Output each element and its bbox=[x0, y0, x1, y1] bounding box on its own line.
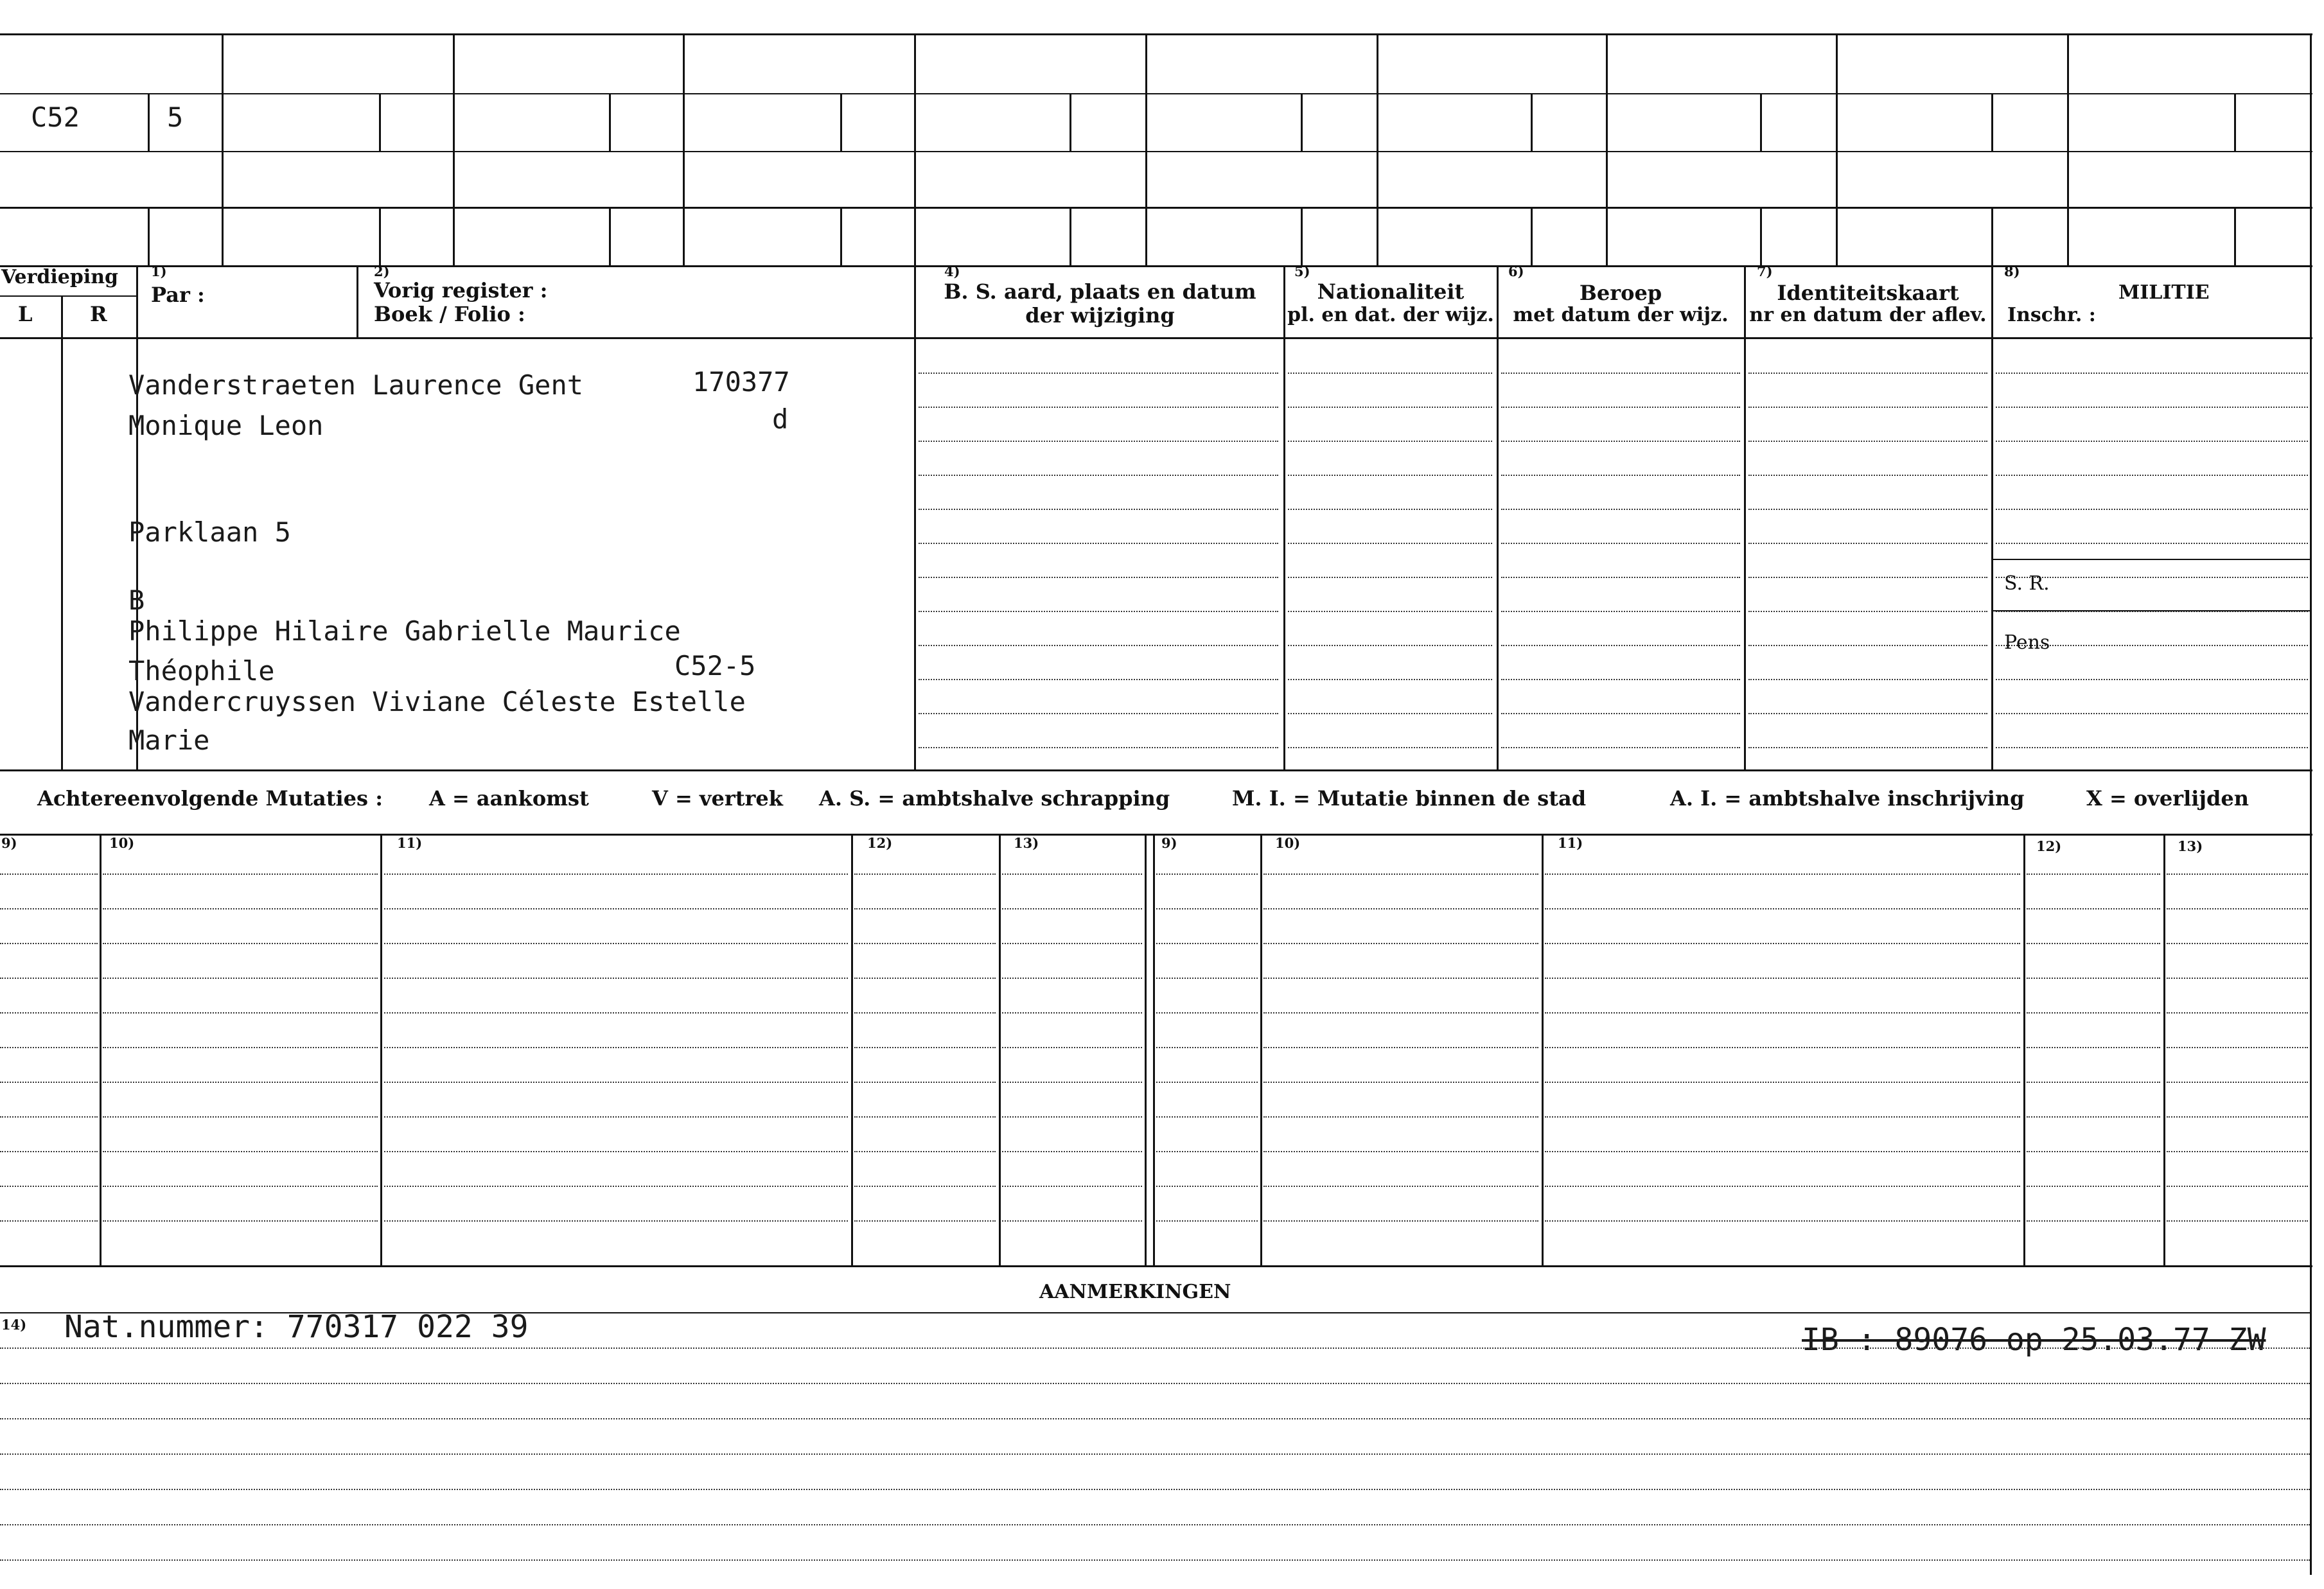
col5-line2: pl. en dat. der wijz. bbox=[1287, 304, 1494, 326]
ruling-line bbox=[854, 1047, 996, 1048]
ruling-line bbox=[854, 1151, 996, 1152]
col2-line1: Vorig register : bbox=[374, 278, 548, 303]
code-number: 5 bbox=[167, 101, 184, 133]
ruling-line bbox=[103, 1116, 378, 1118]
mut-col12-left: 12) bbox=[867, 835, 893, 851]
ruling-line bbox=[1156, 1012, 1258, 1014]
legend-a: A = aankomst bbox=[429, 786, 589, 811]
col4-line1: B. S. aard, plaats en datum bbox=[944, 279, 1256, 304]
ruling-line bbox=[1501, 679, 1740, 680]
entry-line1: Vanderstraeten Laurence Gent bbox=[128, 369, 584, 401]
ruling-line bbox=[1263, 1082, 1538, 1083]
ruling-line bbox=[1545, 978, 2020, 979]
ruling-line bbox=[1748, 373, 1987, 374]
legend-x: X = overlijden bbox=[2086, 786, 2249, 811]
ruling-line bbox=[103, 1012, 378, 1014]
ruling-line bbox=[1748, 577, 1987, 578]
col6-line1: Beroep bbox=[1579, 281, 1662, 305]
ruling-line bbox=[2167, 978, 2308, 979]
ruling-line bbox=[1002, 1116, 1142, 1118]
legend-ai: A. I. = ambtshalve inschrijving bbox=[1670, 786, 2025, 811]
mut-col10-right: 10) bbox=[1275, 835, 1301, 851]
ruling-line bbox=[103, 1151, 378, 1152]
ruling-line bbox=[0, 1489, 2310, 1490]
ruling-line bbox=[384, 978, 848, 979]
ruling-line bbox=[854, 1220, 996, 1222]
ruling-line bbox=[384, 908, 848, 909]
entry-parent-code: C52-5 bbox=[674, 650, 756, 681]
ruling-line bbox=[1545, 1012, 2020, 1014]
ruling-line bbox=[1996, 713, 2308, 714]
ruling-line bbox=[1156, 1186, 1258, 1187]
nat-number: Nat.nummer: 770317 022 39 bbox=[64, 1309, 529, 1345]
ruling-line bbox=[1156, 1220, 1258, 1222]
ruling-line bbox=[1288, 509, 1492, 510]
col1-label: Par : bbox=[151, 283, 205, 307]
ruling-line bbox=[1996, 543, 2308, 544]
ruling-line bbox=[1748, 543, 1987, 544]
ruling-line bbox=[0, 874, 98, 875]
ruling-line bbox=[1263, 874, 1538, 875]
ruling-line bbox=[2027, 908, 2160, 909]
ruling-line bbox=[2167, 1186, 2308, 1187]
mut-col11-right: 11) bbox=[1558, 835, 1583, 851]
ruling-line bbox=[384, 1116, 848, 1118]
ruling-line bbox=[2167, 1116, 2308, 1118]
ruling-line bbox=[1002, 978, 1142, 979]
ruling-line bbox=[1501, 543, 1740, 544]
ruling-line bbox=[1748, 747, 1987, 748]
ruling-line bbox=[1263, 1186, 1538, 1187]
ruling-line bbox=[854, 908, 996, 909]
ruling-line bbox=[1288, 543, 1492, 544]
ruling-line bbox=[1501, 509, 1740, 510]
ruling-line bbox=[1156, 874, 1258, 875]
ruling-line bbox=[1748, 679, 1987, 680]
ruling-line bbox=[1545, 1151, 2020, 1152]
ruling-line bbox=[103, 1047, 378, 1048]
ruling-line bbox=[854, 943, 996, 944]
ruling-line bbox=[384, 1220, 848, 1222]
ruling-line bbox=[0, 908, 98, 909]
ruling-line bbox=[919, 713, 1278, 714]
ruling-line bbox=[1288, 645, 1492, 646]
ruling-line bbox=[1156, 978, 1258, 979]
ruling-line bbox=[1288, 407, 1492, 408]
ruling-line bbox=[1996, 679, 2308, 680]
ruling-line bbox=[1748, 407, 1987, 408]
ruling-line bbox=[1545, 874, 2020, 875]
ruling-line bbox=[2027, 1186, 2160, 1187]
entry-address: Parklaan 5 bbox=[128, 516, 291, 548]
ruling-line bbox=[1748, 509, 1987, 510]
ruling-line bbox=[1002, 1220, 1142, 1222]
col6-num: 6) bbox=[1508, 263, 1524, 279]
entry-line2: Monique Leon bbox=[128, 410, 324, 441]
ruling-line bbox=[854, 1012, 996, 1014]
ruling-line bbox=[2027, 1116, 2160, 1118]
ib-note: IB : 89076 op 25.03.77 ZW bbox=[1802, 1322, 2266, 1358]
ruling-line bbox=[103, 943, 378, 944]
ruling-line bbox=[1002, 1082, 1142, 1083]
ruling-line bbox=[854, 1082, 996, 1083]
ruling-line bbox=[919, 407, 1278, 408]
col4-line2: der wijziging bbox=[1025, 303, 1175, 328]
ruling-line bbox=[919, 373, 1278, 374]
mut-col12-right: 12) bbox=[2036, 838, 2062, 854]
ruling-line bbox=[0, 1012, 98, 1014]
ruling-line bbox=[0, 1082, 98, 1083]
ruling-line bbox=[2027, 1047, 2160, 1048]
ruling-line bbox=[1288, 679, 1492, 680]
ruling-line bbox=[919, 509, 1278, 510]
ruling-line bbox=[919, 679, 1278, 680]
ruling-line bbox=[1002, 1047, 1142, 1048]
ruling-line bbox=[384, 1151, 848, 1152]
ruling-line bbox=[0, 1348, 2310, 1349]
ruling-line bbox=[1545, 1047, 2020, 1048]
ruling-line bbox=[0, 978, 98, 979]
remarks-title: AANMERKINGEN bbox=[1039, 1281, 1231, 1303]
ruling-line bbox=[854, 978, 996, 979]
ruling-line bbox=[384, 874, 848, 875]
ruling-line bbox=[1748, 645, 1987, 646]
ruling-line bbox=[919, 475, 1278, 476]
ruling-line bbox=[1545, 1116, 2020, 1118]
ruling-line bbox=[1002, 1186, 1142, 1187]
ruling-line bbox=[1288, 441, 1492, 442]
ruling-line bbox=[1501, 747, 1740, 748]
ruling-line bbox=[1263, 1047, 1538, 1048]
ruling-line bbox=[1263, 1012, 1538, 1014]
ruling-line bbox=[1501, 577, 1740, 578]
ruling-line bbox=[1263, 908, 1538, 909]
ruling-line bbox=[1002, 1151, 1142, 1152]
entry-line2-mark: d bbox=[772, 403, 789, 435]
ruling-line bbox=[2027, 874, 2160, 875]
ruling-line bbox=[2167, 1012, 2308, 1014]
ruling-line bbox=[1002, 1012, 1142, 1014]
ruling-line bbox=[1156, 1047, 1258, 1048]
ruling-line bbox=[1748, 611, 1987, 612]
ruling-line bbox=[103, 1220, 378, 1222]
legend-mi: M. I. = Mutatie binnen de stad bbox=[1232, 786, 1587, 811]
ruling-line bbox=[1263, 1220, 1538, 1222]
ruling-line bbox=[1263, 1116, 1538, 1118]
remarks-num: 14) bbox=[1, 1317, 27, 1333]
legend-v: V = vertrek bbox=[652, 786, 783, 811]
ruling-line bbox=[2167, 908, 2308, 909]
ruling-line bbox=[919, 577, 1278, 578]
ruling-line bbox=[1263, 1151, 1538, 1152]
ruling-line bbox=[1288, 611, 1492, 612]
ruling-line bbox=[0, 1151, 98, 1152]
verdieping-label: Verdieping bbox=[1, 266, 119, 288]
ruling-line bbox=[1288, 475, 1492, 476]
code-prefix: C52 bbox=[31, 101, 80, 133]
ruling-line bbox=[0, 1186, 98, 1187]
ruling-line bbox=[103, 908, 378, 909]
col2-line2: Boek / Folio : bbox=[374, 302, 525, 326]
col1-num: 1) bbox=[151, 263, 167, 279]
mut-col9-right: 9) bbox=[1161, 835, 1177, 851]
ruling-line bbox=[384, 1186, 848, 1187]
ruling-line bbox=[919, 543, 1278, 544]
ruling-line bbox=[2167, 1047, 2308, 1048]
ruling-line bbox=[919, 747, 1278, 748]
mut-col9-left: 9) bbox=[1, 835, 17, 851]
ruling-line bbox=[1288, 747, 1492, 748]
legend-title: Achtereenvolgende Mutaties : bbox=[37, 786, 383, 811]
ruling-line bbox=[1288, 577, 1492, 578]
ruling-line bbox=[1748, 475, 1987, 476]
col7-num: 7) bbox=[1757, 263, 1773, 279]
ruling-line bbox=[1501, 373, 1740, 374]
mut-col13-left: 13) bbox=[1014, 835, 1039, 851]
ruling-line bbox=[1545, 1082, 2020, 1083]
ruling-line bbox=[2027, 1012, 2160, 1014]
ruling-line bbox=[384, 1082, 848, 1083]
ruling-line bbox=[1501, 713, 1740, 714]
ruling-line bbox=[103, 1082, 378, 1083]
entry-parent-line4: Marie bbox=[128, 724, 210, 756]
r-label: R bbox=[90, 302, 107, 326]
ruling-line bbox=[1156, 1151, 1258, 1152]
ruling-line bbox=[2027, 1151, 2160, 1152]
ruling-line bbox=[1545, 908, 2020, 909]
ruling-line bbox=[0, 1047, 98, 1048]
ruling-line bbox=[0, 1559, 2310, 1561]
ruling-line bbox=[1288, 713, 1492, 714]
ruling-line bbox=[1501, 645, 1740, 646]
ruling-line bbox=[103, 874, 378, 875]
ruling-line bbox=[1996, 373, 2308, 374]
entry-parent-line3: Vandercruyssen Viviane Céleste Estelle bbox=[128, 686, 746, 717]
ruling-line bbox=[0, 1418, 2310, 1419]
ruling-line bbox=[0, 1524, 2310, 1525]
ruling-line bbox=[103, 1186, 378, 1187]
ruling-line bbox=[1996, 407, 2308, 408]
ruling-line bbox=[854, 1116, 996, 1118]
entry-parent-line1: Philippe Hilaire Gabrielle Maurice bbox=[128, 615, 681, 647]
col8-line2: Inschr. : bbox=[2007, 304, 2096, 326]
ruling-line bbox=[1156, 908, 1258, 909]
col5-line1: Nationaliteit bbox=[1317, 279, 1465, 304]
ruling-line bbox=[0, 1383, 2310, 1384]
col7-line1: Identiteitskaart bbox=[1777, 281, 1959, 305]
entry-line1-date: 170377 bbox=[692, 366, 790, 398]
ruling-line bbox=[2167, 1082, 2308, 1083]
col6-line2: met datum der wijz. bbox=[1513, 304, 1729, 326]
ruling-line bbox=[919, 645, 1278, 646]
ruling-line bbox=[1748, 713, 1987, 714]
ruling-line bbox=[384, 1047, 848, 1048]
ruling-line bbox=[919, 441, 1278, 442]
ruling-line bbox=[1501, 407, 1740, 408]
legend-as: A. S. = ambtshalve schrapping bbox=[819, 786, 1170, 811]
ruling-line bbox=[1545, 943, 2020, 944]
ruling-line bbox=[1263, 943, 1538, 944]
col2-num: 2) bbox=[374, 263, 390, 279]
sr-label: S. R. bbox=[2004, 572, 2050, 595]
ruling-line bbox=[1996, 747, 2308, 748]
ruling-line bbox=[1156, 1082, 1258, 1083]
col7-line2: nr en datum der aflev. bbox=[1749, 304, 1987, 326]
ruling-line bbox=[0, 943, 98, 944]
ruling-line bbox=[1996, 475, 2308, 476]
ruling-line bbox=[0, 1116, 98, 1118]
ruling-line bbox=[1501, 475, 1740, 476]
ruling-line bbox=[384, 1012, 848, 1014]
ruling-line bbox=[854, 1186, 996, 1187]
ruling-line bbox=[1501, 611, 1740, 612]
ruling-line bbox=[1156, 1116, 1258, 1118]
ruling-line bbox=[2027, 943, 2160, 944]
ruling-line bbox=[854, 874, 996, 875]
ruling-line bbox=[1002, 908, 1142, 909]
ruling-line bbox=[1545, 1220, 2020, 1222]
ruling-line bbox=[0, 1453, 2310, 1455]
ruling-line bbox=[2167, 874, 2308, 875]
ruling-line bbox=[2027, 978, 2160, 979]
l-label: L bbox=[18, 302, 33, 326]
ruling-line bbox=[0, 1220, 98, 1222]
ruling-line bbox=[2027, 1220, 2160, 1222]
mut-col10-left: 10) bbox=[109, 835, 135, 851]
pens-label: Pens bbox=[2004, 631, 2050, 654]
col8-title: MILITIE bbox=[2118, 281, 2210, 304]
ruling-line bbox=[2167, 1151, 2308, 1152]
mut-col13-right: 13) bbox=[2178, 838, 2203, 854]
ruling-line bbox=[1002, 874, 1142, 875]
ruling-line bbox=[2167, 943, 2308, 944]
col5-num: 5) bbox=[1294, 263, 1310, 279]
entry-parent-line2: Théophile bbox=[128, 655, 275, 687]
ruling-line bbox=[1501, 441, 1740, 442]
ruling-line bbox=[384, 943, 848, 944]
ruling-line bbox=[1748, 441, 1987, 442]
ruling-line bbox=[1996, 441, 2308, 442]
entry-marker: B bbox=[128, 584, 145, 616]
ruling-line bbox=[2027, 1082, 2160, 1083]
ruling-line bbox=[2167, 1220, 2308, 1222]
ruling-line bbox=[1996, 509, 2308, 510]
ruling-line bbox=[1263, 978, 1538, 979]
ruling-line bbox=[103, 978, 378, 979]
ruling-line bbox=[1288, 373, 1492, 374]
ruling-line bbox=[1545, 1186, 2020, 1187]
col4-num: 4) bbox=[944, 263, 960, 279]
mut-col11-left: 11) bbox=[397, 835, 423, 851]
ruling-line bbox=[919, 611, 1278, 612]
ruling-line bbox=[1156, 943, 1258, 944]
col8-num: 8) bbox=[2004, 263, 2020, 279]
ruling-line bbox=[1002, 943, 1142, 944]
